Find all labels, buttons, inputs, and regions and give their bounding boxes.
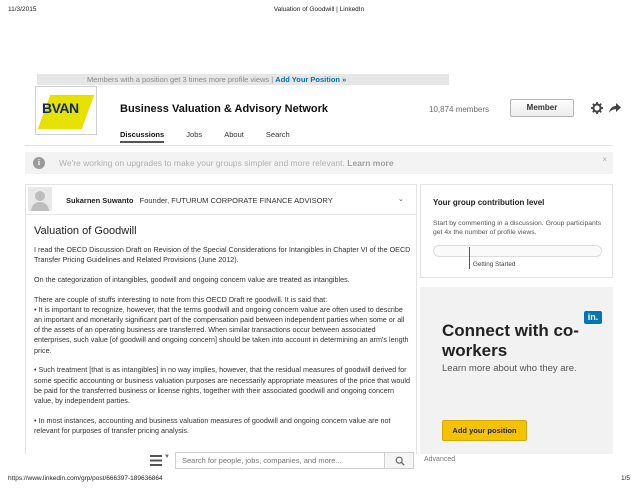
- advanced-search-link[interactable]: Advanced: [424, 456, 456, 463]
- post-title: Valuation of Goodwill: [34, 225, 137, 237]
- avatar-body-shape: [31, 202, 49, 211]
- add-position-link[interactable]: Add Your Position »: [275, 75, 347, 84]
- print-footer: [8, 475, 630, 485]
- close-icon[interactable]: ×: [602, 155, 607, 164]
- search-input[interactable]: [175, 452, 385, 469]
- post-header: [26, 185, 416, 215]
- logo-text: BVAN: [42, 100, 79, 116]
- promo-text: Members with a position get 3 times more profile views |: [87, 75, 276, 84]
- tab-jobs[interactable]: Jobs: [186, 130, 203, 139]
- chevron-down-icon[interactable]: ⌄: [398, 196, 404, 203]
- tab-search[interactable]: Search: [265, 130, 290, 139]
- contribution-level-box: [420, 184, 613, 278]
- contribution-level-label: Getting Started: [473, 261, 516, 268]
- member-button[interactable]: Member: [510, 99, 574, 117]
- author-name[interactable]: Sukarnen Suwanto: [66, 196, 134, 205]
- ad-title: Connect with co-workers: [442, 321, 579, 360]
- print-header: [8, 6, 630, 16]
- share-icon[interactable]: [609, 102, 621, 114]
- author-headline: Founder, FUTURUM CORPORATE FINANCE ADVISORY: [139, 196, 333, 205]
- avatar[interactable]: [28, 187, 52, 211]
- avatar-head-shape: [35, 191, 45, 201]
- ad-subtitle: Learn more about who they are.: [442, 363, 577, 374]
- print-page-number: 1/5: [620, 475, 630, 482]
- search-bar: [150, 452, 460, 469]
- learn-more-link[interactable]: Learn more: [347, 158, 394, 168]
- post-paragraph: • Such treatment [that is as intangibles] in no way implies, however, that the residual measures of goodwill derived for some specific accounting or business valuation purposes are necessarily appropriate measures of the price that would be paid for the transferred business or license rights, together with their associated goodwill and ongoing concern value, by independent parties.: [34, 365, 410, 405]
- upgrade-notice: [25, 152, 613, 174]
- discussion-post: [25, 184, 417, 454]
- print-url: https://www.linkedin.com/grp/post/666397-189636864: [8, 475, 163, 482]
- group-name[interactable]: Business Valuation & Advisory Network: [120, 103, 329, 115]
- post-body: [34, 245, 412, 446]
- post-paragraph: On the categorization of intangibles, goodwill and ongoing concern value are treated as intangibles.: [34, 274, 350, 284]
- print-date: 11/3/2015: [8, 6, 37, 13]
- meter-marker: [469, 247, 470, 269]
- author-line: [66, 196, 333, 205]
- connect-ad[interactable]: [420, 287, 613, 454]
- add-your-position-button[interactable]: Add your position: [442, 420, 527, 441]
- post-paragraph: • In most instances, accounting and business valuation measures of goodwill and ongoing concern value are not relevant for purposes of transfer pricing analysis.: [34, 415, 391, 435]
- linkedin-logo-icon: in.: [584, 311, 602, 324]
- print-title: Valuation of Goodwill | LinkedIn: [273, 6, 365, 13]
- notice-text: We're working on upgrades to make your groups simpler and more relevant.: [59, 158, 348, 168]
- member-count[interactable]: 10,874 members: [429, 105, 490, 114]
- post-paragraph: There are couple of stuffs interesting to note from this OECD Draft re goodwill. It is said that: • It is important to recognize, however, that the terms goodwill and ongoing concern value are often used to describe an important and monetarily significant part of the compensation paid between independent parties when some or all of the assets of an operating business are transferred. When similar transactions occur between associated enterprises, such value [of goodwill and ongoing concern] should be taken into account in determining an arm's length price.: [34, 294, 409, 355]
- promo-bar: [37, 74, 449, 85]
- tab-discussions[interactable]: Discussions: [120, 130, 164, 143]
- tab-about[interactable]: About: [224, 130, 244, 139]
- post-paragraph: I read the OECD Discussion Draft on Revision of the Special Considerations for Intangibles in Chapter VI of the OECD Transfer Pricing Guidelines and Related Provisions (June 2012).: [34, 245, 411, 265]
- caret-down-icon[interactable]: ▼: [164, 454, 170, 460]
- contribution-description: Start by commenting in a discussion. Group participants get 4x the number of profile views.: [433, 220, 602, 236]
- menu-icon[interactable]: [150, 455, 162, 466]
- info-icon: i: [33, 157, 45, 169]
- search-button[interactable]: [384, 452, 414, 469]
- contribution-meter: [433, 245, 602, 257]
- contribution-title: Your group contribution level: [433, 198, 545, 207]
- group-tabs: [120, 130, 310, 143]
- gear-icon[interactable]: [591, 102, 603, 114]
- search-icon: [395, 456, 405, 466]
- group-header: [25, 86, 613, 146]
- group-logo[interactable]: [35, 86, 97, 135]
